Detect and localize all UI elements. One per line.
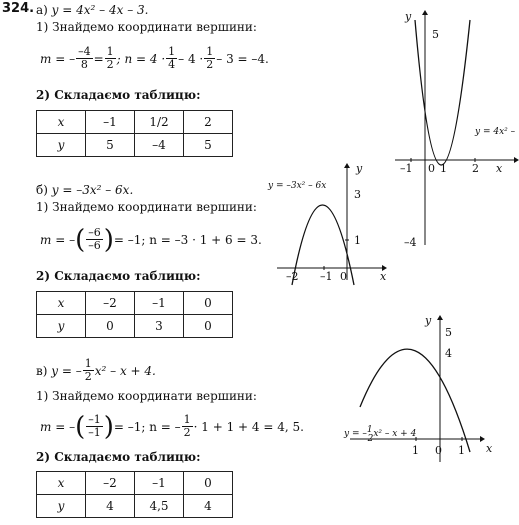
- table-cell: 1/2: [135, 111, 184, 134]
- graph-c-tick-neg1: 1: [412, 444, 419, 457]
- frac-den: –6: [88, 239, 101, 252]
- frac-num: –1: [88, 413, 101, 426]
- graph-b-y-label: y: [356, 162, 363, 175]
- graph-c-tick-4: 4: [445, 347, 452, 360]
- part-b-value-table: [36, 291, 233, 338]
- part-b-m-lhs: m = –: [40, 232, 76, 247]
- table-cell: 0: [86, 315, 135, 338]
- graph-c-x-arrow: [480, 436, 485, 442]
- table-cell: 4,5: [135, 495, 184, 518]
- graph-a-y-label: y: [405, 10, 412, 23]
- frac-den: –1: [88, 426, 101, 439]
- graph-a-parabola: [415, 20, 470, 165]
- part-a-value-table: [36, 110, 233, 157]
- table-row: [37, 134, 233, 157]
- frac-den: 2: [84, 370, 92, 383]
- part-c-n-fraction: [182, 414, 193, 439]
- part-a-label: [36, 3, 148, 17]
- frac-num: 1: [168, 45, 176, 58]
- table-header: x: [37, 472, 86, 495]
- table-cell: 5: [184, 134, 233, 157]
- table-cell: 3: [135, 315, 184, 338]
- part-a-m-lhs: m = –: [40, 51, 76, 66]
- part-a-n-tail: – 3 = –4.: [216, 51, 269, 66]
- graph-c-x-label: x: [486, 442, 493, 455]
- part-c-step2: 2) Складаємо таблицю:: [36, 450, 201, 464]
- table-cell: –2: [86, 472, 135, 495]
- graph-c: [340, 312, 515, 467]
- part-a-step2: 2) Складаємо таблицю:: [36, 88, 201, 102]
- table-cell: –1: [135, 472, 184, 495]
- frac-den: 8: [76, 58, 93, 71]
- graph-c-y-label: y: [425, 314, 432, 327]
- graph-c-tick-0: 0: [435, 444, 442, 457]
- frac-num: 1: [183, 413, 191, 426]
- graph-a-tick-neg4: –4: [404, 236, 417, 249]
- frac-num: 1: [206, 45, 214, 58]
- graph-a-tick-2: 2: [472, 162, 479, 175]
- part-c-func-lhs: y = –: [51, 363, 82, 378]
- part-a-function: y = 4x² – 4x – 3.: [51, 3, 149, 17]
- part-a-n-lhs: ; n = 4 ·: [116, 51, 166, 66]
- right-paren: ): [103, 224, 114, 255]
- frac-num: 1: [84, 357, 92, 370]
- part-c-func-tail: x² – x + 4.: [94, 363, 156, 378]
- graph-a-curve-label: y = 4x² –: [475, 127, 516, 137]
- part-a-letter: а): [36, 3, 48, 17]
- part-b-letter: б): [36, 183, 48, 197]
- graph-b-tick-3: 3: [354, 188, 361, 201]
- graph-b-y-arrow: [344, 163, 350, 168]
- graph-a: [390, 10, 519, 250]
- table-cell: –4: [135, 134, 184, 157]
- part-a-m-eq: =: [93, 51, 104, 66]
- right-paren: ): [103, 411, 114, 442]
- table-cell: –1: [135, 292, 184, 315]
- part-a-m-result: [105, 46, 116, 71]
- graph-b-tick-0: 0: [340, 270, 347, 283]
- frac-num: –6: [88, 226, 101, 239]
- part-b-label: [36, 183, 133, 197]
- frac-den: 2: [206, 58, 214, 71]
- frac-num: 1: [106, 45, 114, 58]
- frac-num: –4: [78, 45, 91, 58]
- table-header: y: [37, 495, 86, 518]
- part-b-vertex-formula: [40, 224, 262, 255]
- problem-number: 324.: [2, 1, 35, 16]
- table-row: [37, 495, 233, 518]
- part-c-n-tail: · 1 + 1 + 4 = 4, 5.: [193, 419, 304, 434]
- part-a-n-fraction2: [204, 46, 215, 71]
- table-header: x: [37, 111, 86, 134]
- graph-b-x-label: x: [380, 270, 387, 283]
- part-a-n-mid: – 4 ·: [178, 51, 204, 66]
- graph-a-tick-neg1: –1: [400, 162, 413, 175]
- part-a-m-fraction: [76, 46, 93, 71]
- curve-label-den: 2: [367, 434, 374, 444]
- part-c-func-fraction: [83, 358, 94, 383]
- part-a-vertex-formula: [40, 46, 269, 71]
- table-row: [37, 292, 233, 315]
- graph-a-x-arrow: [514, 157, 519, 163]
- part-b-m-fraction: [86, 227, 103, 252]
- table-header: y: [37, 134, 86, 157]
- table-cell: 0: [184, 315, 233, 338]
- left-paren: (: [75, 224, 86, 255]
- part-c-m-fraction: [86, 414, 103, 439]
- graph-b-tick-1: 1: [354, 234, 361, 247]
- frac-den: 2: [183, 426, 191, 439]
- table-cell: –2: [86, 292, 135, 315]
- table-header: y: [37, 315, 86, 338]
- graph-a-y-arrow: [422, 10, 428, 15]
- table-cell: 0: [184, 472, 233, 495]
- graph-b: [262, 160, 402, 285]
- table-row: [37, 315, 233, 338]
- part-c-m-mid: = –1; n = –: [113, 419, 181, 434]
- graph-b-tick-neg1: –1: [320, 270, 333, 283]
- part-c-step1: 1) Знайдемо координати вершини:: [36, 389, 257, 403]
- part-b-step1: 1) Знайдемо координати вершини:: [36, 200, 257, 214]
- table-cell: 5: [86, 134, 135, 157]
- part-c-label: [36, 358, 156, 383]
- table-header: x: [37, 292, 86, 315]
- graph-a-tick-1: 1: [440, 162, 447, 175]
- graph-a-x-label: x: [496, 162, 503, 175]
- part-c-value-table: [36, 471, 233, 518]
- table-cell: –1: [86, 111, 135, 134]
- graph-c-y-arrow: [437, 315, 443, 320]
- graph-c-tick-5: 5: [445, 326, 452, 339]
- table-row: [37, 472, 233, 495]
- part-a-n-fraction1: [166, 46, 177, 71]
- table-cell: 0: [184, 292, 233, 315]
- part-b-m-tail: = –1; n = –3 · 1 + 6 = 3.: [113, 232, 262, 247]
- part-b-step2: 2) Складаємо таблицю:: [36, 269, 201, 283]
- curve-label-num: 1: [366, 425, 373, 435]
- frac-den: 4: [168, 58, 176, 71]
- table-cell: 2: [184, 111, 233, 134]
- left-paren: (: [75, 411, 86, 442]
- table-cell: 4: [184, 495, 233, 518]
- graph-b-curve-label: y = –3x² – 6x: [268, 181, 327, 191]
- part-c-vertex-formula: [40, 411, 304, 442]
- graph-c-curve-label: [343, 425, 417, 444]
- graph-c-tick-1: 1: [458, 444, 465, 457]
- part-c-m-lhs: m = –: [40, 419, 76, 434]
- table-cell: 4: [86, 495, 135, 518]
- part-b-function: y = –3x² – 6x.: [51, 183, 134, 197]
- table-row: [37, 111, 233, 134]
- graph-b-tick-neg2: –2: [286, 270, 299, 283]
- part-a-step1: 1) Знайдемо координати вершини:: [36, 20, 257, 34]
- graph-a-tick-0: 0: [428, 162, 435, 175]
- graph-a-tick-5: 5: [432, 28, 439, 41]
- curve-label-tail: x² – x + 4: [373, 429, 417, 439]
- frac-den: 2: [106, 58, 114, 71]
- curve-label-lhs: y = –: [344, 429, 367, 439]
- part-c-letter: в): [36, 363, 48, 378]
